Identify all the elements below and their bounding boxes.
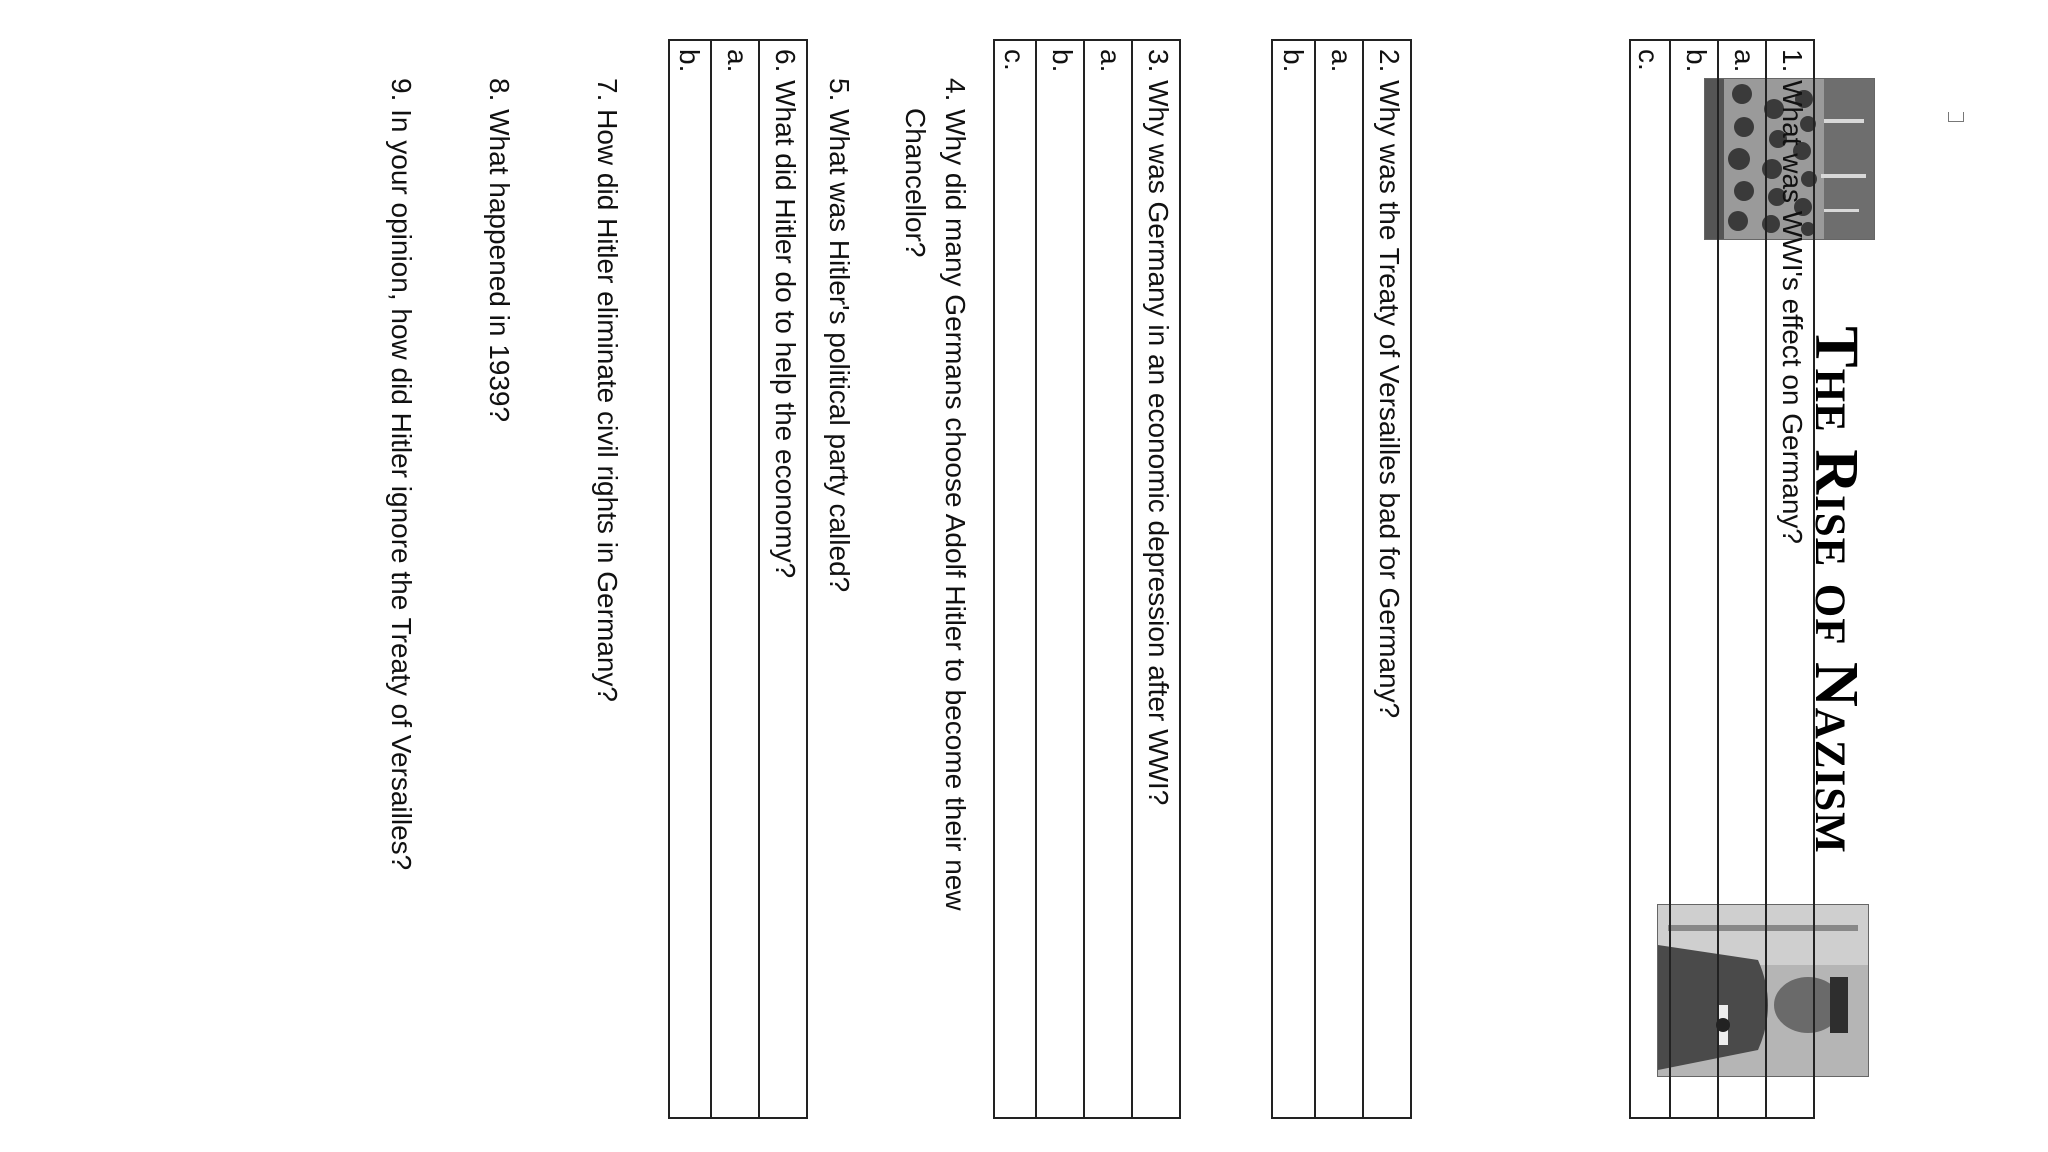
q3-answer-box xyxy=(993,39,1181,1119)
q3-answer-c: c. xyxy=(999,49,1030,71)
q1-answer-b: b. xyxy=(1669,41,1717,1117)
q4-question-line2: Chancellor? xyxy=(900,108,931,258)
q2-answer-box xyxy=(1271,39,1412,1119)
q5-question: 5. What was Hitler's political party called? xyxy=(824,78,855,593)
q1-answer-box xyxy=(1629,39,1815,1119)
q2-question: 2. Why was the Treaty of Versailles bad for Germany? xyxy=(1362,41,1410,1117)
q7-question: 7. How did Hitler eliminate civil rights in Germany? xyxy=(592,78,623,702)
q6-answer-b: b. xyxy=(674,49,705,73)
q6-answer-box xyxy=(668,39,808,1119)
q1-answer-c: c. xyxy=(1633,49,1664,71)
q8-question: 8. What happened in 1939? xyxy=(484,78,515,423)
corner-mark xyxy=(1948,112,1964,122)
q6-answer-a: a. xyxy=(710,41,758,1117)
page-title: The Rise of Nazism xyxy=(1802,326,1870,854)
q1-question: 1. What was WWI's effect on Germany? xyxy=(1765,41,1813,1117)
q3-answer-a: a. xyxy=(1083,41,1131,1117)
q4-question-line1: 4. Why did many Germans choose Adolf Hitler to become their new xyxy=(940,78,971,911)
q1-answer-a: a. xyxy=(1717,41,1765,1117)
q2-answer-b: b. xyxy=(1278,49,1309,73)
q6-question: 6. What did Hitler do to help the economy? xyxy=(758,41,806,1117)
q3-question: 3. Why was Germany in an economic depression after WWI? xyxy=(1131,41,1179,1117)
q2-answer-a: a. xyxy=(1314,41,1362,1117)
q9-question: 9. In your opinion, how did Hitler ignore the Treaty of Versailles? xyxy=(386,78,417,871)
q3-answer-b: b. xyxy=(1035,41,1083,1117)
